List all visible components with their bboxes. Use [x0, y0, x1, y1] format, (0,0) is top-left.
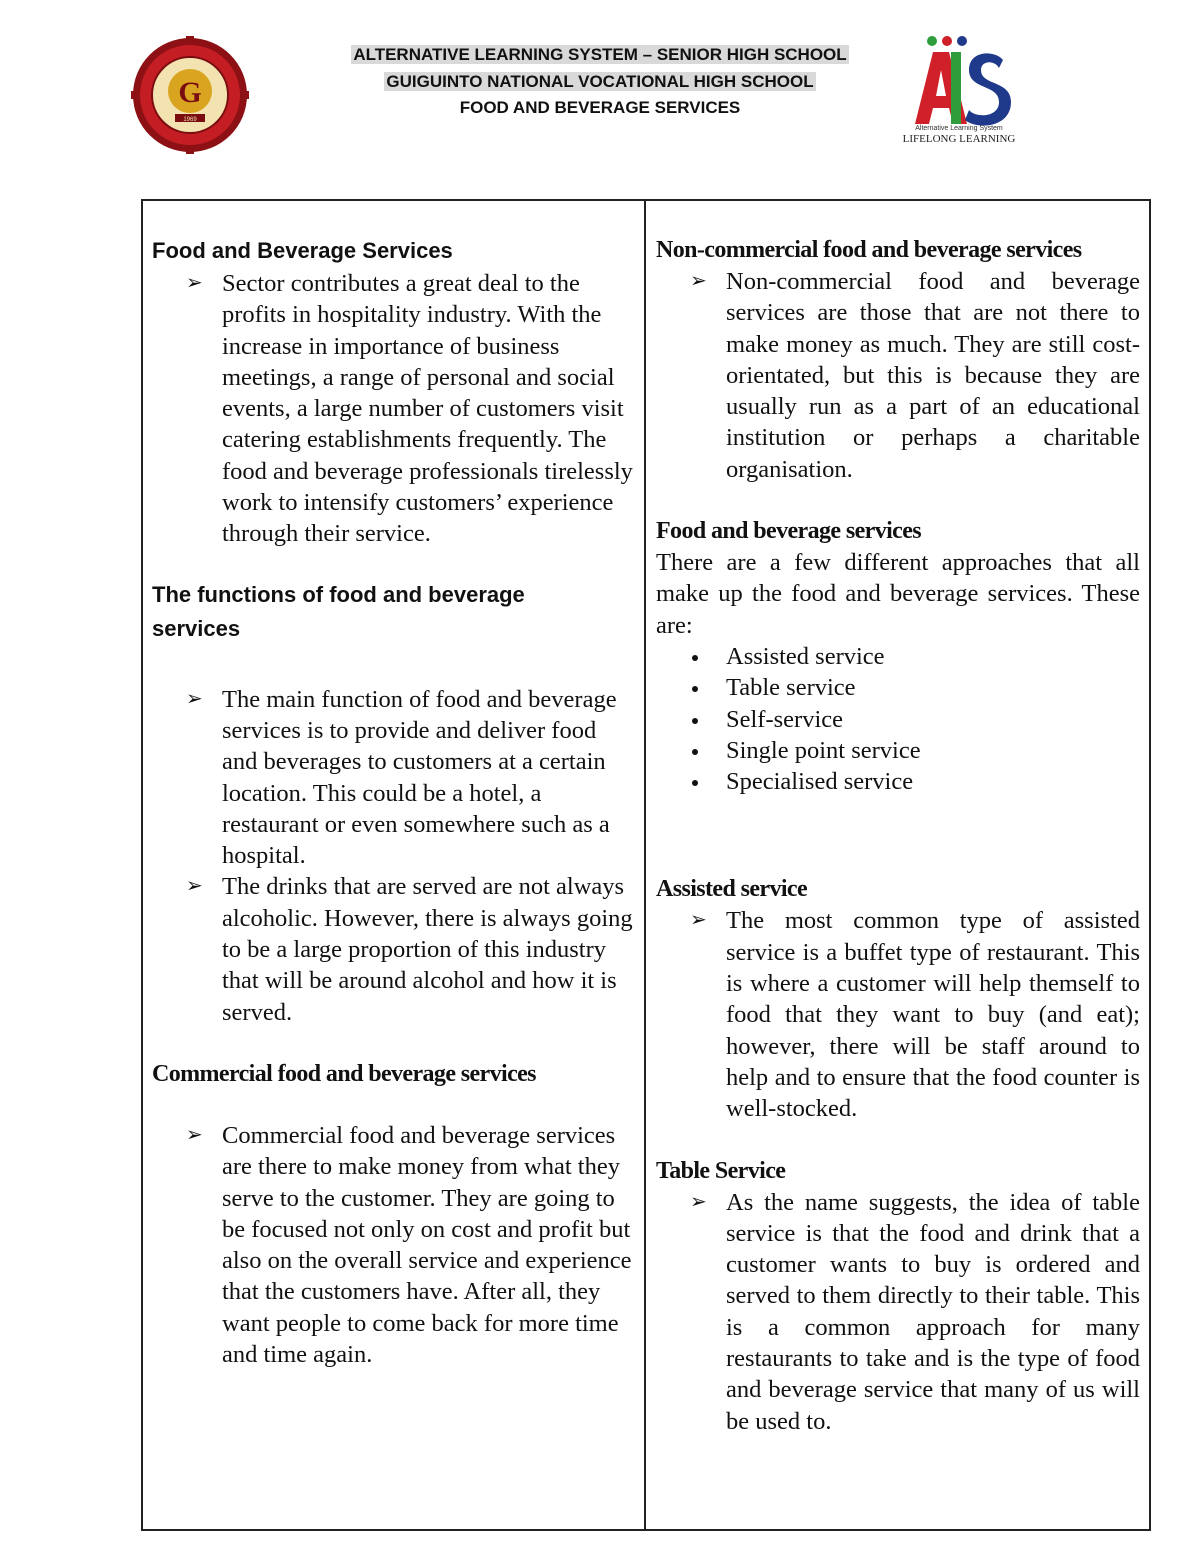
seal-year: 1969 [183, 117, 197, 123]
list-item-text: Commercial food and beverage services are there to make money from what they serve to the customer. They are going to be focused not only on cost and profit but also on the overall service and experience that the customers have. After all, they want people to come back for more time and time again. [222, 1121, 632, 1369]
arrow-bullet-icon: ➢ [690, 909, 707, 932]
section-title-functions: The functions of food and beverage services [152, 581, 525, 641]
arrow-bullet-icon: ➢ [186, 1123, 203, 1146]
list-item [656, 266, 1140, 485]
right-column [656, 234, 1140, 1437]
list-item-text: Single point service [726, 736, 921, 764]
column-divider [644, 199, 646, 1531]
list-item [656, 1187, 1140, 1437]
list-item-text: The main function of food and beverage services is to provide and deliver food and beverages to customers at a certain location. This could be a hotel, a restaurant or even somewhere such as a hospital. [222, 685, 617, 870]
section-title-commercial: Commercial food and beverage services [152, 1060, 536, 1087]
arrow-bullet-icon: ➢ [186, 875, 203, 898]
list-item-text: Specialised service [726, 768, 914, 796]
bullet-dot-icon [692, 749, 698, 755]
list-item [152, 684, 634, 872]
list-item [656, 704, 1140, 735]
bullet-dot-icon [692, 655, 698, 661]
section-title-fb-services: Food and beverage services [656, 518, 922, 545]
list-item [656, 766, 1140, 797]
arrow-bullet-icon: ➢ [186, 687, 203, 710]
als-tagline: Alternative Learning System [915, 125, 1003, 132]
section-title-food-beverage-services: Food and Beverage Services [152, 238, 453, 263]
als-caption: LIFELONG LEARNING [902, 133, 1016, 145]
list-item [656, 735, 1140, 766]
section-title-assisted-service: Assisted service [656, 876, 808, 903]
arrow-bullet-icon: ➢ [186, 272, 203, 294]
header-line-2: GUIGUINTO NATIONAL VOCATIONAL HIGH SCHOOL [386, 71, 814, 91]
bullet-dot-icon [692, 780, 698, 786]
list-item-text: As the name suggests, the idea of table service is that the food and drink that a customer wants to buy is ordered and served to them directly to their table. This is a common approach for many restaurants to take and is the type of food and beverage service that many of us will be used to. [726, 1188, 1140, 1435]
section-title-non-commercial: Non-commercial food and beverage services [656, 237, 1082, 263]
als-logo-icon [895, 30, 1023, 148]
section-title-table-service: Table Service [656, 1157, 786, 1184]
list-item-text: Sector contributes a great deal to the profits in hospitality industry. With the increase in importance of business meetings, a range of personal and social events, a large number of customers visit catering establishments frequently. The food and beverage professionals tirelessly work to intensify customers’ experience through their service. [222, 270, 633, 548]
left-column [152, 234, 634, 1370]
list-item-text: Non-commercial food and beverage services are those that are not there to make money as much. They are still cost-orientated, but this is because they are usually run as a part of an educational institution or perhaps a charitable organisation. [726, 268, 1140, 483]
list-item [656, 905, 1140, 1124]
list-item-text: The most common type of assisted service is a buffet type of restaurant. This is where a customer will help themself to food that they want to buy (and eat); however, there will be staff around to help and to ensure that the food counter is well-stocked. [726, 907, 1140, 1123]
list-item-text: Table service [726, 674, 856, 702]
section-intro: There are a few different approaches that all make up the food and beverage services. These are: [656, 549, 1140, 639]
arrow-bullet-icon: ➢ [690, 1190, 707, 1213]
list-item [656, 641, 1140, 672]
bullet-dot-icon [692, 718, 698, 724]
list-item [656, 672, 1140, 703]
list-item-text: Self-service [726, 705, 843, 733]
document-header [0, 0, 1200, 190]
spacer [152, 646, 634, 684]
arrow-bullet-icon: ➢ [690, 270, 707, 292]
header-line-3: FOOD AND BEVERAGE SERVICES [459, 98, 741, 117]
service-types-list [656, 641, 1140, 797]
list-item-text: Assisted service [726, 642, 885, 670]
spacer [152, 1090, 634, 1120]
list-item [152, 268, 634, 550]
school-seal-icon [131, 36, 249, 154]
bullet-dot-icon [692, 686, 698, 692]
list-item [152, 871, 634, 1027]
list-item [152, 1120, 634, 1370]
list-item-text: The drinks that are served are not always alcoholic. However, there is always going to be a large proportion of this industry that will be around alcohol and how it is served. [222, 873, 633, 1026]
svg-text:G: G [178, 76, 202, 109]
header-line-1: ALTERNATIVE LEARNING SYSTEM – SENIOR HIGH SCHOOL [353, 45, 847, 64]
header-titles [300, 42, 900, 122]
